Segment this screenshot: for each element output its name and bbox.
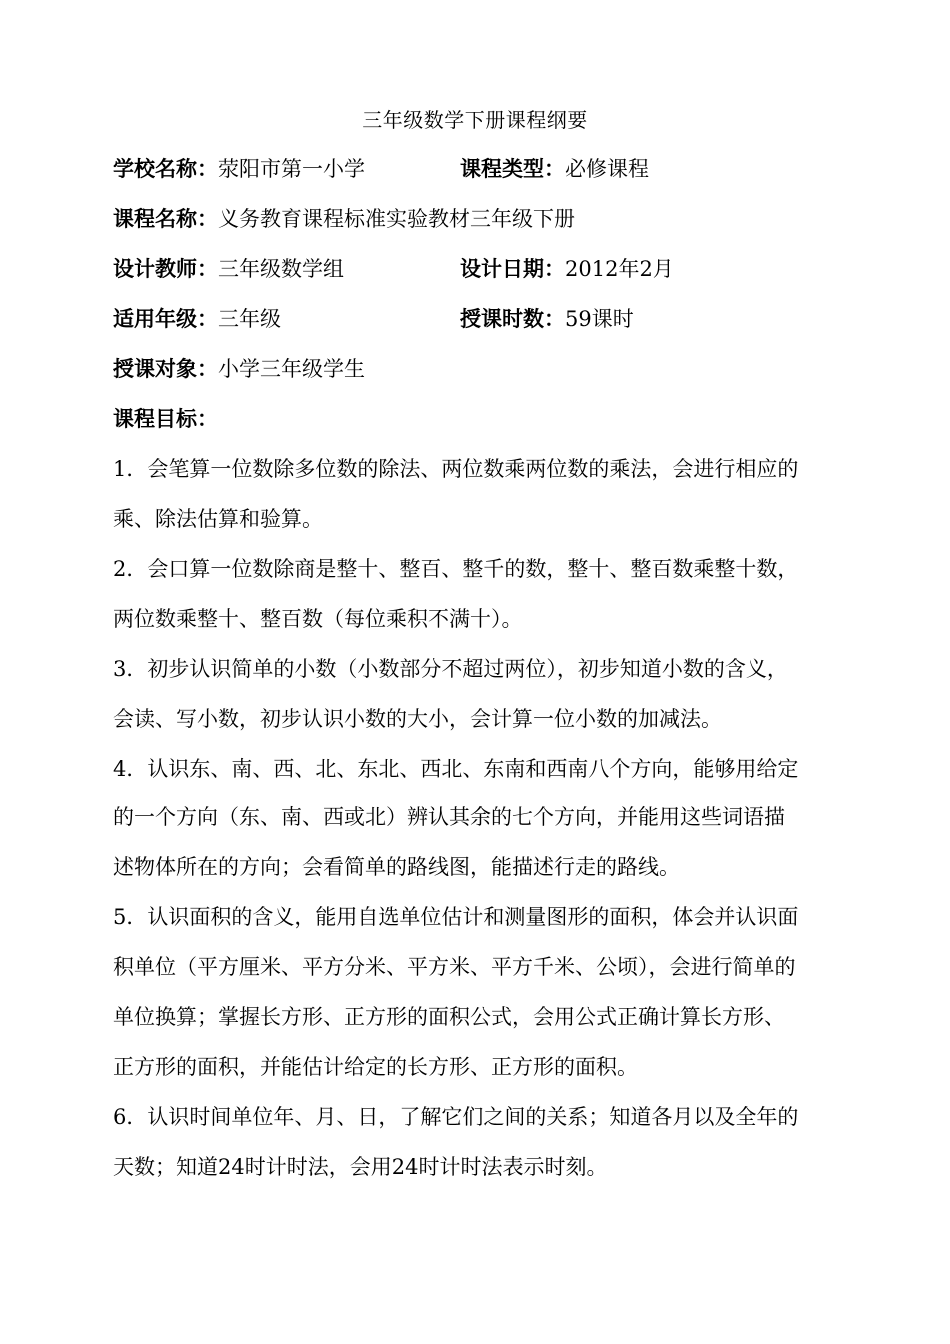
audience-value: 小学三年级学生 [218, 357, 365, 381]
goal-line: 述物体所在的方向；会看简单的路线图，能描述行走的路线。 [113, 855, 680, 879]
grade-label: 适用年级： [113, 306, 218, 331]
course-name-label: 课程名称： [113, 206, 218, 231]
goal-line: 积单位（平方厘米、平方分米、平方米、平方千米、公顷），会进行简单的 [113, 955, 796, 979]
goal-line: 两位数乘整十、整百数（每位乘积不满十）。 [113, 607, 523, 631]
design-date-field [460, 254, 674, 284]
hours-value: 59课时 [565, 307, 634, 331]
goals-heading [113, 404, 218, 434]
goal-line: 5．认识面积的含义，能用自选单位估计和测量图形的面积，体会并认识面 [113, 905, 799, 929]
goal-line: 天数；知道24时计时法，会用24时计时法表示时刻。 [113, 1155, 608, 1179]
school-label: 学校名称： [113, 156, 218, 181]
course-name-field [113, 204, 575, 234]
course-type-label: 课程类型： [460, 156, 565, 181]
document-title: 三年级数学下册课程纲要 [362, 108, 588, 132]
goal-line: 4．认识东、南、西、北、东北、西北、东南和西南八个方向，能够用给定 [113, 757, 799, 781]
course-type-field [460, 154, 649, 184]
goal-line: 1．会笔算一位数除多位数的除法、两位数乘两位数的乘法，会进行相应的 [113, 457, 799, 481]
goal-line: 单位换算；掌握长方形、正方形的面积公式，会用公式正确计算长方形、 [113, 1005, 785, 1029]
grade-value: 三年级 [218, 307, 281, 331]
goal-line: 乘、除法估算和验算。 [113, 507, 323, 531]
grade-field [113, 304, 281, 334]
goals-label: 课程目标： [113, 406, 218, 431]
design-date-value: 2012年2月 [565, 257, 674, 281]
design-date-label: 设计日期： [460, 256, 565, 281]
hours-field [460, 304, 634, 334]
goal-line: 正方形的面积，并能估计给定的长方形、正方形的面积。 [113, 1055, 638, 1079]
school-value: 荥阳市第一小学 [218, 157, 365, 181]
hours-label: 授课时数： [460, 306, 565, 331]
goal-line: 3．初步认识简单的小数（小数部分不超过两位），初步知道小数的含义， [113, 657, 788, 681]
goal-line: 2．会口算一位数除商是整十、整百、整千的数，整十、整百数乘整十数， [113, 557, 799, 581]
school-field [113, 154, 365, 184]
designer-value: 三年级数学组 [218, 257, 344, 281]
designer-label: 设计教师： [113, 256, 218, 281]
course-name-value: 义务教育课程标准实验教材三年级下册 [218, 207, 575, 231]
audience-label: 授课对象： [113, 356, 218, 381]
designer-field [113, 254, 344, 284]
goal-line: 6．认识时间单位年、月、日，了解它们之间的关系；知道各月以及全年的 [113, 1105, 799, 1129]
course-type-value: 必修课程 [565, 157, 649, 181]
goal-line: 会读、写小数，初步认识小数的大小，会计算一位小数的加减法。 [113, 707, 722, 731]
goal-line: 的一个方向（东、南、西或北）辨认其余的七个方向，并能用这些词语描 [113, 805, 785, 829]
audience-field [113, 354, 365, 384]
